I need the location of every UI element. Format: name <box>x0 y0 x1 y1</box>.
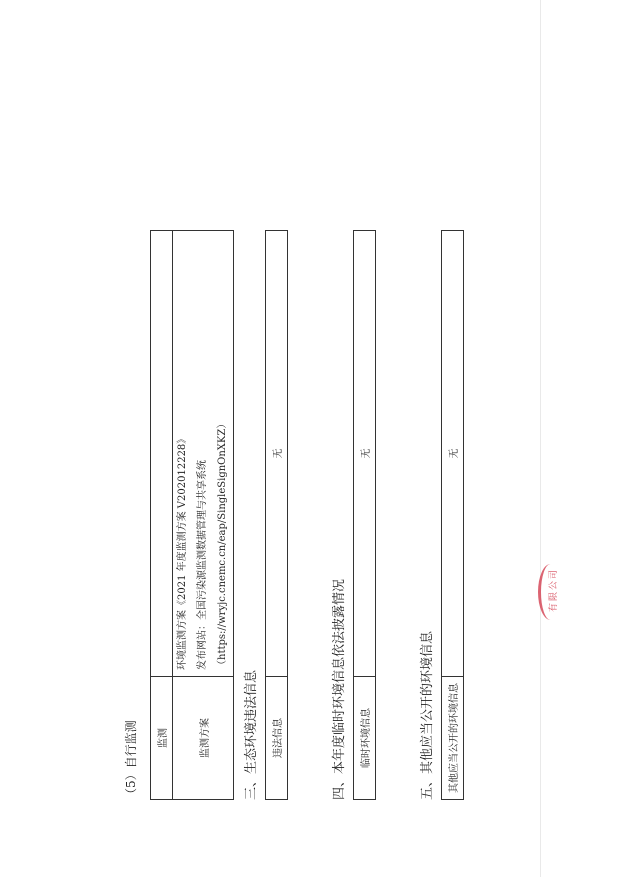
other-disclosure-label: 其他应当公开的环境信息 <box>442 677 464 800</box>
eco-violation-heading: 三、生态环境违法信息 <box>244 669 259 800</box>
monitor-plan-value <box>173 231 234 677</box>
other-disclosure-heading: 五、其他应当公开的环境信息 <box>420 630 435 800</box>
temporary-disclosure-table <box>353 230 376 800</box>
company-seal-text: 有限公司 <box>549 567 559 612</box>
self-monitoring-table <box>150 230 234 800</box>
monitor-header-blank <box>151 231 173 677</box>
self-monitoring-heading: （5）自行监测 <box>124 720 138 800</box>
monitor-plan-label: 监测方案 <box>173 677 234 800</box>
temporary-disclosure-label: 临时环境信息 <box>354 677 376 800</box>
eco-violation-label: 违法信息 <box>266 677 288 800</box>
monitor-header-cell: 监测 <box>151 677 173 800</box>
eco-violation-value: 无 <box>266 231 288 677</box>
monitor-plan-line1: 环境监测方案《2021 年度监测方案 V202012228》 <box>177 433 188 670</box>
monitor-plan-line2: 发布网站：全国污染源监测数据管理与共享系统（https://wryjc.cnemc.cn/eap/SingleSignOnXKZ） <box>197 418 228 670</box>
rotated-document-page <box>80 40 620 840</box>
temporary-disclosure-heading: 四、本年度临时环境信息依法披露情况 <box>332 578 347 800</box>
other-disclosure-value: 无 <box>442 231 464 677</box>
other-disclosure-table <box>441 230 464 800</box>
eco-violation-table <box>265 230 288 800</box>
temporary-disclosure-value: 无 <box>354 231 376 677</box>
